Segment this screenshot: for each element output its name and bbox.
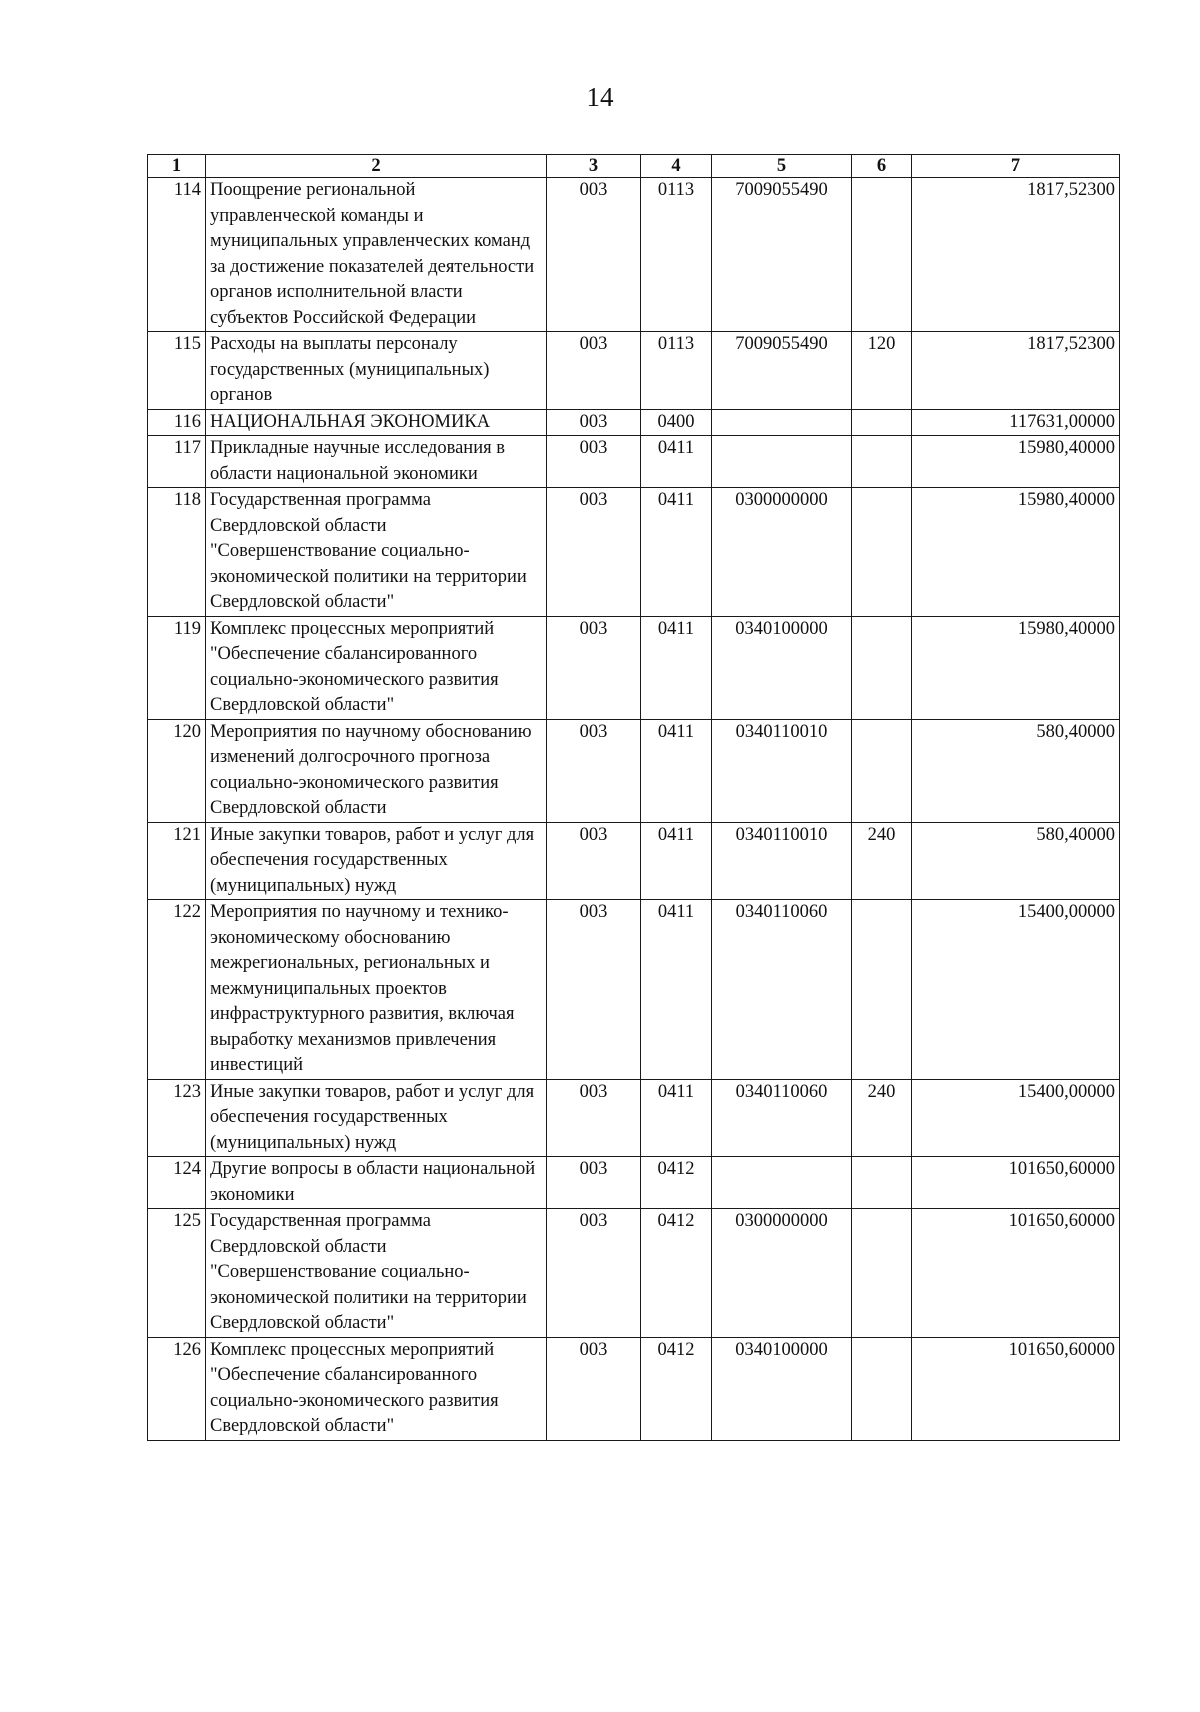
row-col4-cell: 0113	[641, 332, 712, 410]
row-col4-cell: 0412	[641, 1209, 712, 1338]
row-amount-cell	[912, 822, 1120, 900]
row-amount-cell	[912, 409, 1120, 436]
row-amount: 117631,00000	[1009, 411, 1115, 432]
row-col3-cell: 003	[547, 488, 641, 617]
row-col6-cell	[852, 436, 912, 488]
table-row	[148, 1209, 1120, 1338]
row-col4-cell: 0411	[641, 488, 712, 617]
row-col5-cell: 0340110010	[712, 719, 852, 822]
row-amount: 580,40000	[1036, 721, 1115, 742]
row-col6-cell	[852, 488, 912, 617]
row-col5-cell: 7009055490	[712, 178, 852, 332]
row-col6-cell: 120	[852, 332, 912, 410]
row-number-cell: 121	[148, 822, 206, 900]
row-col4-cell: 0411	[641, 1079, 712, 1157]
table-row	[148, 822, 1120, 900]
row-amount: 101650,60000	[1008, 1339, 1115, 1360]
row-col5-cell: 0340100000	[712, 1337, 852, 1440]
row-number-cell: 115	[148, 332, 206, 410]
budget-table	[147, 154, 1120, 1441]
table-row	[148, 488, 1120, 617]
row-amount: 101650,60000	[1008, 1159, 1115, 1179]
row-col4-cell: 0411	[641, 900, 712, 1080]
row-col5-cell: 0300000000	[712, 488, 852, 617]
row-col3-cell: 003	[547, 900, 641, 1080]
row-col3-cell: 003	[547, 1209, 641, 1338]
table-row	[148, 409, 1120, 436]
column-header: 6	[852, 155, 912, 178]
row-col5-cell: 0300000000	[712, 1209, 852, 1338]
table-row	[148, 436, 1120, 488]
row-col3-cell: 003	[547, 616, 641, 719]
row-name-cell: Комплекс процессных мероприятий "Обеспечение сбалансированного социально-экономического развития Свердловской области"	[206, 1337, 547, 1440]
row-col6-cell	[852, 1157, 912, 1209]
row-name-cell: НАЦИОНАЛЬНАЯ ЭКОНОМИКА	[206, 409, 547, 436]
row-amount: 15400,00000	[1017, 902, 1115, 922]
row-col4-cell: 0412	[641, 1157, 712, 1209]
column-header: 3	[547, 155, 641, 178]
table-row	[148, 719, 1120, 822]
table-row	[148, 332, 1120, 410]
row-name-cell: Государственная программа Свердловской области "Совершенствование социально-экономической политики на территории Свердловской области"	[206, 1209, 547, 1338]
row-col3-cell: 003	[547, 1337, 641, 1440]
row-amount: 1817,52300	[1027, 180, 1115, 200]
row-amount-cell	[912, 1157, 1120, 1209]
row-amount: 15400,00000	[1017, 1081, 1115, 1102]
row-amount-cell	[912, 488, 1120, 617]
row-number-cell: 123	[148, 1079, 206, 1157]
table-row	[148, 1157, 1120, 1209]
row-col4-cell: 0411	[641, 436, 712, 488]
row-name-cell: Комплекс процессных мероприятий "Обеспечение сбалансированного социально-экономического развития Свердловской области"	[206, 616, 547, 719]
row-col3-cell: 003	[547, 1079, 641, 1157]
row-number-cell: 118	[148, 488, 206, 617]
row-amount-cell	[912, 900, 1120, 1080]
row-name-cell: Мероприятия по научному и технико-экономическому обоснованию межрегиональных, региональных и межмуниципальных проектов инфраструктурного развития, включая выработку механизмов привлечения инвестиций	[206, 900, 547, 1080]
row-col3-cell: 003	[547, 719, 641, 822]
column-header: 2	[206, 155, 547, 178]
column-header: 1	[148, 155, 206, 178]
row-col3-cell: 003	[547, 332, 641, 410]
row-col6-cell	[852, 719, 912, 822]
row-col5-cell: 0340110060	[712, 900, 852, 1080]
row-col6-cell	[852, 1337, 912, 1440]
table-row	[148, 1337, 1120, 1440]
row-amount-cell	[912, 332, 1120, 410]
row-col5-cell	[712, 1157, 852, 1209]
row-name-cell: Поощрение региональной управленческой команды и муниципальных управленческих команд за достижение показателей деятельности органов исполнительной власти субъектов Российской Федерации	[206, 178, 547, 332]
row-number-cell: 119	[148, 616, 206, 719]
row-col5-cell: 0340100000	[712, 616, 852, 719]
row-col4-cell: 0411	[641, 822, 712, 900]
table-row	[148, 616, 1120, 719]
row-name-cell: Прикладные научные исследования в области национальной экономики	[206, 436, 547, 488]
row-col4-cell: 0412	[641, 1337, 712, 1440]
row-col5-cell	[712, 436, 852, 488]
row-col5-cell	[712, 409, 852, 436]
table-row	[148, 1079, 1120, 1157]
row-col4-cell: 0113	[641, 178, 712, 332]
row-col5-cell: 7009055490	[712, 332, 852, 410]
row-amount: 580,40000	[1036, 824, 1115, 845]
row-col3-cell: 003	[547, 822, 641, 900]
table-row	[148, 178, 1120, 332]
row-name-cell: Расходы на выплаты персоналу государственных (муниципальных) органов	[206, 332, 547, 410]
row-col5-cell: 0340110010	[712, 822, 852, 900]
row-amount: 15980,40000	[1017, 618, 1115, 639]
row-col6-cell	[852, 409, 912, 436]
row-col6-cell	[852, 900, 912, 1080]
row-number-cell: 117	[148, 436, 206, 488]
row-amount: 15980,40000	[1017, 490, 1115, 510]
row-amount-cell	[912, 1079, 1120, 1157]
row-col3-cell: 003	[547, 436, 641, 488]
row-number-cell: 120	[148, 719, 206, 822]
row-amount: 1817,52300	[1027, 334, 1115, 354]
row-number-cell: 126	[148, 1337, 206, 1440]
table-row	[148, 900, 1120, 1080]
row-col3-cell: 003	[547, 178, 641, 332]
row-col4-cell: 0400	[641, 409, 712, 436]
row-amount-cell	[912, 616, 1120, 719]
row-col6-cell: 240	[852, 1079, 912, 1157]
row-name-cell: Государственная программа Свердловской области "Совершенствование социально-экономической политики на территории Свердловской области"	[206, 488, 547, 617]
row-amount-cell	[912, 719, 1120, 822]
row-number-cell: 116	[148, 409, 206, 436]
column-header: 7	[912, 155, 1120, 178]
row-number-cell: 114	[148, 178, 206, 332]
row-number-cell: 125	[148, 1209, 206, 1338]
row-col6-cell	[852, 178, 912, 332]
row-name-cell: Мероприятия по научному обоснованию изменений долгосрочного прогноза социально-экономического развития Свердловской области	[206, 719, 547, 822]
column-header: 4	[641, 155, 712, 178]
row-col4-cell: 0411	[641, 719, 712, 822]
column-header: 5	[712, 155, 852, 178]
row-amount: 101650,60000	[1008, 1211, 1115, 1231]
row-amount-cell	[912, 178, 1120, 332]
row-col3-cell: 003	[547, 409, 641, 436]
row-amount-cell	[912, 1209, 1120, 1338]
row-col4-cell: 0411	[641, 616, 712, 719]
row-col6-cell	[852, 1209, 912, 1338]
row-col3-cell: 003	[547, 1157, 641, 1209]
row-name-cell: Иные закупки товаров, работ и услуг для обеспечения государственных (муниципальных) нужд	[206, 822, 547, 900]
row-col6-cell: 240	[852, 822, 912, 900]
row-number-cell: 124	[148, 1157, 206, 1209]
row-number-cell: 122	[148, 900, 206, 1080]
row-amount-cell	[912, 436, 1120, 488]
row-name-cell: Другие вопросы в области национальной экономики	[206, 1157, 547, 1209]
row-col5-cell: 0340110060	[712, 1079, 852, 1157]
row-name-cell: Иные закупки товаров, работ и услуг для обеспечения государственных (муниципальных) нужд	[206, 1079, 547, 1157]
row-amount-cell	[912, 1337, 1120, 1440]
row-col6-cell	[852, 616, 912, 719]
page-number: 14	[586, 82, 614, 112]
header-row	[148, 155, 1120, 178]
row-amount: 15980,40000	[1017, 438, 1115, 458]
